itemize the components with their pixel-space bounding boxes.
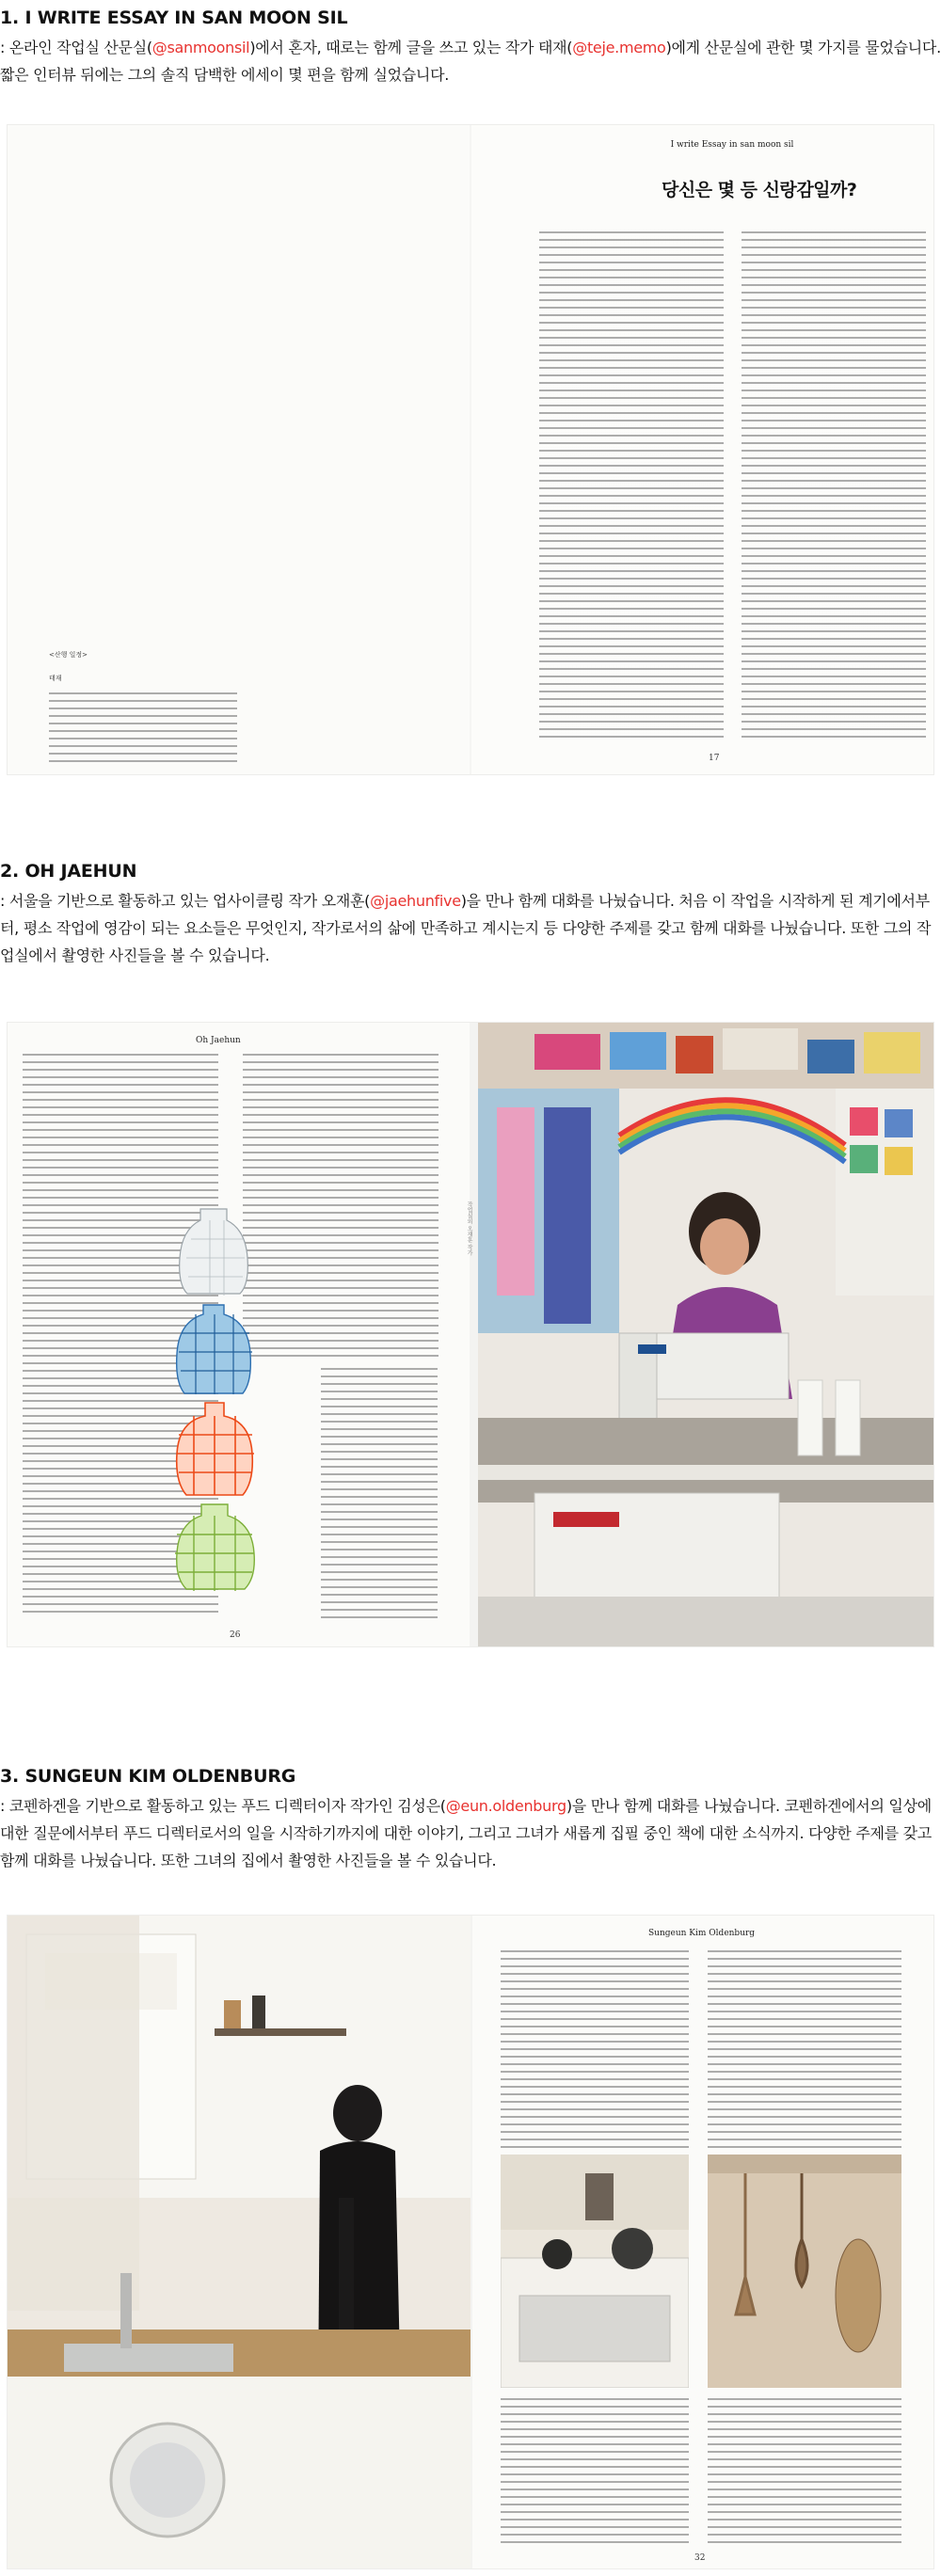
utensils-photo — [708, 2155, 901, 2388]
kitchen-scene-illustration — [8, 1916, 470, 2568]
intro-text: )에게 산문실에 관한 몇 가지를 물었습니다. 짧은 인터뷰 뒤에는 그의 솔직 담백한 에세이 몇 편을 함께 실었습니다. — [0, 39, 941, 84]
body-text-column-2 — [708, 1948, 901, 2149]
left-page — [8, 125, 470, 774]
magazine-spread-2 — [8, 1023, 933, 1646]
section-3-title: 3. SUNGEUN KIM OLDENBURG — [0, 1766, 296, 1787]
section-2-intro — [0, 887, 941, 969]
body-text-column-2 — [243, 1051, 439, 1360]
utensils-scene-illustration — [708, 2155, 901, 2388]
running-head: I write Essay in san moon sil — [670, 140, 794, 150]
section-1-header — [0, 8, 941, 88]
bio-name: 태재 — [49, 675, 62, 682]
instagram-handle-link[interactable]: @teje.memo — [572, 39, 666, 56]
bio-text-block — [49, 690, 237, 765]
magazine-spread-1 — [8, 125, 933, 774]
instagram-handle-link[interactable]: @eun.oldenburg — [445, 1797, 566, 1815]
vase-orange-icon — [177, 1403, 254, 1495]
photo-caption: 작업실의 오재훈 작가 — [466, 1201, 472, 1256]
vase-green-icon — [175, 1504, 254, 1591]
essay-title: 당신은 몇 등 신랑감일까? — [662, 180, 857, 200]
running-head: Sungeun Kim Oldenburg — [648, 1929, 756, 1938]
section-1-intro — [0, 34, 941, 88]
page-number: 26 — [230, 1630, 241, 1640]
body-text-column-2 — [742, 229, 926, 739]
left-page — [8, 1023, 470, 1646]
intro-text: : 온라인 작업실 산문실( — [0, 39, 152, 56]
section-1-title: 1. I WRITE ESSAY IN SAN MOON SIL — [0, 8, 348, 28]
vase-blue-icon — [177, 1305, 252, 1394]
author-bio — [49, 650, 228, 684]
vase-illustrations — [158, 1201, 271, 1597]
body-text-column-4 — [708, 2395, 901, 2546]
studio-photo — [478, 1023, 933, 1646]
section-3-header — [0, 1766, 941, 1874]
body-text-column-1 — [539, 229, 724, 739]
right-page — [472, 1916, 933, 2568]
page-number: 17 — [709, 754, 720, 763]
intro-text: )을 만나 함께 대화를 나눴습니다. 코펜하겐에서의 일상에 대한 질문에서부터 푸드 디렉터로서의 일을 시작하기까지에 대한 이야기, 그리고 그녀가 새롭게 집필 중인 책에 대한 소식까지. 다양한 주제를 갖고 함께 대화를 나눴습니다. 또한 그녀의 집에서 촬영한 사진들을 볼 수 있습니다. — [0, 1797, 932, 1869]
vase-clear-icon — [180, 1209, 248, 1296]
body-text-column-1 — [501, 1948, 689, 2149]
body-text-column-3 — [321, 1365, 438, 1621]
running-head: Oh Jaehun — [196, 1036, 241, 1045]
section-2-header — [0, 861, 941, 969]
body-text-column-3 — [501, 2395, 689, 2546]
intro-text: )을 만나 함께 대화를 나눴습니다. 처음 이 작업을 시작하게 된 계기에서부터, 평소 작업에 영감이 되는 요소들은 무엇인지, 작가로서의 삶에 만족하고 계시는지 등 다양한 주제를 갖고 함께 대화를 나눴습니다. 또한 그의 작업실에서 촬영한 사진들을 볼 수 있습니다. — [0, 892, 932, 964]
intro-text: )에서 혼자, 때로는 함께 글을 쓰고 있는 작가 태재( — [249, 39, 573, 56]
instagram-handle-link[interactable]: @jaehunfive — [370, 892, 461, 910]
section-3-intro — [0, 1792, 941, 1874]
stove-scene-illustration — [501, 2155, 689, 2388]
magazine-spread-3 — [8, 1916, 933, 2568]
intro-text: : 서울을 기반으로 활동하고 있는 업사이클링 작가 오재훈( — [0, 892, 371, 910]
studio-scene-illustration — [478, 1023, 933, 1646]
right-page — [471, 125, 933, 774]
kitchen-photo — [8, 1916, 470, 2568]
bio-heading: <산행 일정> — [49, 651, 88, 659]
section-2-title: 2. OH JAEHUN — [0, 861, 137, 882]
intro-text: : 코펜하겐을 기반으로 활동하고 있는 푸드 디렉터이자 작가인 김성은( — [0, 1797, 446, 1815]
stove-photo — [501, 2155, 689, 2388]
page-number: 32 — [694, 2553, 706, 2563]
instagram-handle-link[interactable]: @sanmoonsil — [152, 39, 250, 56]
